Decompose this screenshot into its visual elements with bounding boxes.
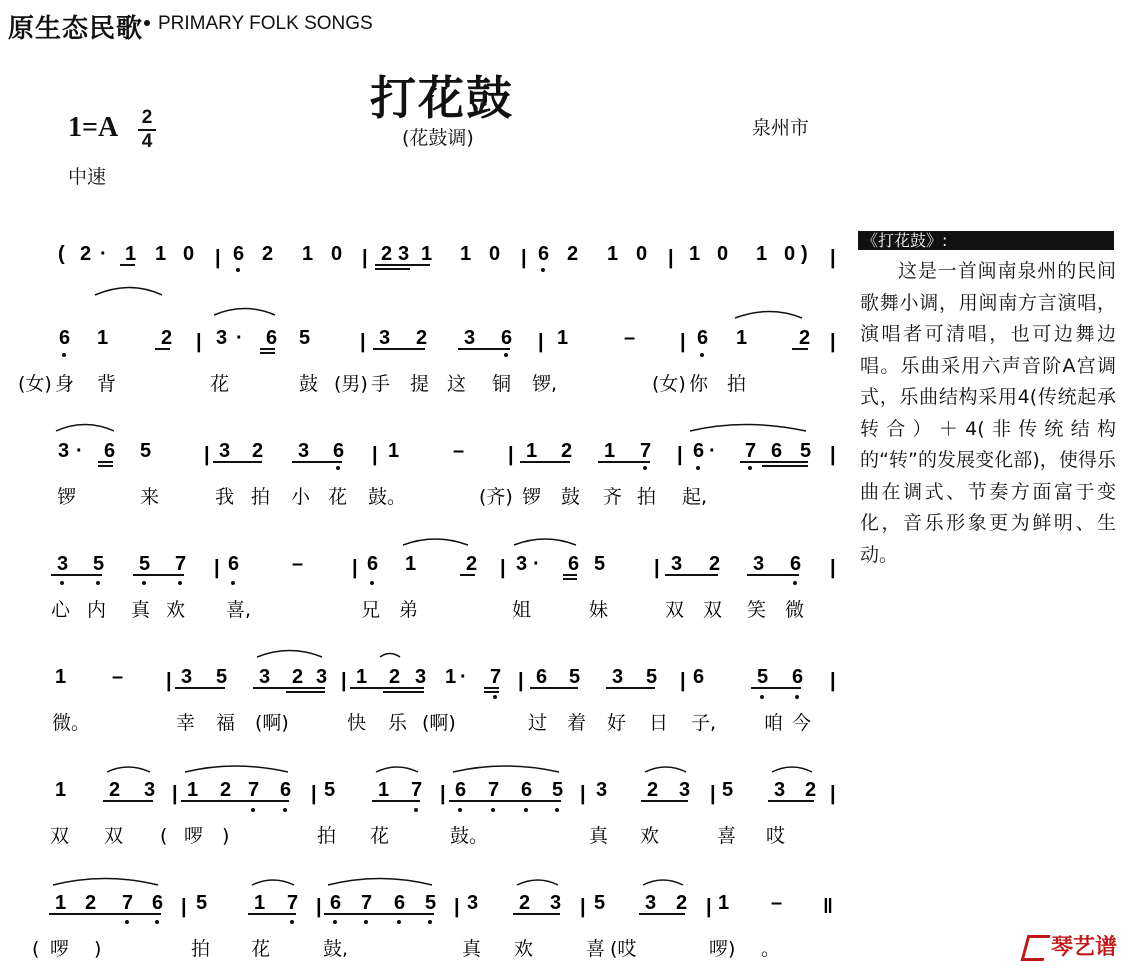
note: 6 (792, 666, 804, 688)
barline: | (341, 670, 347, 692)
lyric: 喜, (226, 599, 252, 621)
barline: | (214, 557, 220, 579)
logo-icon (1021, 935, 1051, 961)
lyric: 喜 (586, 938, 606, 960)
note: · (533, 553, 540, 575)
lyric: 双 (665, 599, 685, 621)
note: 6 (501, 327, 513, 349)
lyric: 鼓, (323, 938, 349, 960)
barline: | (580, 896, 586, 918)
lyric: 欢 (640, 825, 660, 847)
note: 7 (122, 892, 134, 914)
note: 3 (645, 892, 657, 914)
note: 6 (266, 327, 278, 349)
lyric: 妹 (589, 599, 609, 621)
barline: | (706, 896, 712, 918)
note: 0 (784, 243, 796, 265)
barline: | (311, 783, 317, 805)
note: 6 (104, 440, 116, 462)
note: 6 (568, 553, 580, 575)
lyric: 拍 (637, 486, 657, 508)
note: · (76, 440, 83, 462)
barline: | (181, 896, 187, 918)
note: 1 (405, 553, 417, 575)
header-title: 原生态民歌 (8, 14, 144, 44)
lyric: 背 (97, 373, 117, 395)
lyric: 欢 (514, 938, 534, 960)
barline: | (518, 670, 524, 692)
sidebar-paragraph: 这是一首闽南泉州的民间歌舞小调，用闽南方言演唱，演唱者可清唱，也可边舞边唱。乐曲采用六声音阶A宫调式，乐曲结构采用4(传统起承转合）＋4(非传统结构的“转”的发展变化部)，使得乐曲在调式、节奏方面富于变化，音乐形象更为鲜明、生动。 (860, 260, 1116, 566)
note: ) (801, 243, 808, 265)
barline: | (677, 444, 683, 466)
lyric: ( (160, 825, 168, 847)
lyric: 鼓。 (450, 825, 489, 847)
barline: | (521, 247, 527, 269)
barline: | (204, 444, 210, 466)
barline: | (500, 557, 506, 579)
note: 2 (805, 779, 817, 801)
lyric: 我 (215, 486, 235, 508)
note: 1 (526, 440, 538, 462)
note: 6 (152, 892, 164, 914)
barline: | (830, 247, 836, 269)
logo-text: 琴艺谱 (1050, 935, 1117, 960)
note: 3 (181, 666, 193, 688)
note: 6 (521, 779, 533, 801)
note: 1 (445, 666, 457, 688)
lyric: 哎 (766, 825, 786, 847)
note: · (709, 440, 716, 462)
note: 6 (228, 553, 240, 575)
note: ( (58, 243, 65, 265)
lyric: 真 (462, 938, 482, 960)
lyric: 心 (51, 599, 71, 621)
note: 2 (799, 327, 811, 349)
note: 7 (640, 440, 652, 462)
note: 5 (93, 553, 105, 575)
lyric: (啊) (255, 712, 289, 734)
lyric: 啰 (184, 825, 204, 847)
lyric: 拍 (317, 825, 337, 847)
note: 2 (561, 440, 573, 462)
note: 6 (233, 243, 245, 265)
note: 6 (693, 666, 705, 688)
note: 2 (389, 666, 401, 688)
note: 1 (155, 243, 167, 265)
lyric: (女) (18, 373, 52, 395)
note: 3 (671, 553, 683, 575)
note: 0 (331, 243, 343, 265)
note: 3 (379, 327, 391, 349)
note: 5 (594, 892, 606, 914)
lyric: 这 (447, 373, 467, 395)
note: 1 (125, 243, 137, 265)
note: 1 (604, 440, 616, 462)
note: 6 (333, 440, 345, 462)
note: 6 (455, 779, 467, 801)
lyric: 花 (251, 938, 271, 960)
barline: | (352, 557, 358, 579)
lyric: 好 (607, 712, 627, 734)
lyric: 过 (528, 712, 548, 734)
song-subtitle: (花鼓调) (402, 127, 474, 149)
lyric: 。 (761, 938, 781, 960)
lyric: 幸 (176, 712, 196, 734)
lyric: 今 (792, 712, 812, 734)
barline: | (166, 670, 172, 692)
note: 1 (460, 243, 472, 265)
note: 6 (771, 440, 783, 462)
barline: | (830, 331, 836, 353)
lyric: 真 (589, 825, 609, 847)
lyric: 微 (785, 599, 805, 621)
lyric: 来 (140, 486, 160, 508)
barline: | (830, 557, 836, 579)
lyric: 啰 (50, 938, 70, 960)
lyric: (男) (334, 373, 368, 395)
note: 3 (774, 779, 786, 801)
lyric: 兄 (361, 599, 381, 621)
note: 2 (567, 243, 579, 265)
note: 5 (140, 440, 152, 462)
time-signature-top: 2 (141, 107, 153, 128)
barline: | (454, 896, 460, 918)
note: 2 (80, 243, 92, 265)
note: 3 (467, 892, 479, 914)
note: 5 (425, 892, 437, 914)
lyric: 鼓。 (368, 486, 407, 508)
note: 0 (489, 243, 501, 265)
note: 1 (187, 779, 199, 801)
note: 6 (330, 892, 342, 914)
note: 1 (55, 779, 67, 801)
lyric: 锣 (57, 486, 77, 508)
note: 1 (718, 892, 730, 914)
note: 1 (421, 243, 433, 265)
note: 1 (756, 243, 768, 265)
note: 6 (697, 327, 709, 349)
note: 1 (55, 666, 67, 688)
lyric: ) (222, 825, 230, 847)
note: 7 (411, 779, 423, 801)
barline: | (172, 783, 178, 805)
note: · (100, 243, 107, 265)
note: 2 (109, 779, 121, 801)
note: 2 (381, 243, 393, 265)
note: 7 (248, 779, 260, 801)
note: 6 (538, 243, 550, 265)
lyric: 提 (410, 373, 430, 395)
barline: | (680, 331, 686, 353)
note: 3 (550, 892, 562, 914)
lyric: 笑 (747, 599, 767, 621)
lyric: 子, (691, 712, 717, 734)
note: 5 (552, 779, 564, 801)
note: 7 (488, 779, 500, 801)
note: 1 (55, 892, 67, 914)
lyric: 拍 (251, 486, 271, 508)
lyric: 双 (104, 825, 124, 847)
note: 3 (398, 243, 410, 265)
lyric: 啰) (709, 938, 736, 960)
note: 2 (161, 327, 173, 349)
lyric: 快 (347, 712, 367, 734)
note: 1 (356, 666, 368, 688)
barline: | (580, 783, 586, 805)
note: 6 (394, 892, 406, 914)
lyric: 欢 (166, 599, 186, 621)
lyric: 内 (87, 599, 107, 621)
note: 3 (415, 666, 427, 688)
lyric: 乐 (388, 712, 408, 734)
lyric: 花 (328, 486, 348, 508)
lyric: 小 (291, 486, 311, 508)
header-subtitle: PRIMARY FOLK SONGS (158, 13, 373, 34)
note: 5 (216, 666, 228, 688)
note: – (292, 553, 304, 575)
lyric: 花 (210, 373, 230, 395)
lyric: 锣, (532, 373, 558, 395)
lyric: 双 (703, 599, 723, 621)
note: 2 (466, 553, 478, 575)
barline: | (372, 444, 378, 466)
note: 2 (220, 779, 232, 801)
lyric: (齐) (479, 486, 513, 508)
note: 2 (252, 440, 264, 462)
tempo-marking: 中速 (68, 166, 107, 188)
note: 1 (97, 327, 109, 349)
note: 5 (299, 327, 311, 349)
note: 2 (519, 892, 531, 914)
note: 1 (689, 243, 701, 265)
note: – (112, 666, 124, 688)
note: 6 (367, 553, 379, 575)
note: 2 (416, 327, 428, 349)
barline: | (362, 247, 368, 269)
lyric: 你 (689, 373, 709, 395)
lyric: 鼓 (561, 486, 581, 508)
site-logo[interactable] (1024, 930, 1117, 961)
note: 2 (262, 243, 274, 265)
note: 7 (745, 440, 757, 462)
lyric: 咱 (764, 712, 784, 734)
note: 0 (636, 243, 648, 265)
note: 1 (736, 327, 748, 349)
note: 7 (287, 892, 299, 914)
lyric: 手 (371, 373, 391, 395)
barline: | (215, 247, 221, 269)
note: 7 (361, 892, 373, 914)
note: 1 (302, 243, 314, 265)
note: 1 (254, 892, 266, 914)
note: 5 (646, 666, 658, 688)
note: 3 (216, 327, 228, 349)
barline: | (440, 783, 446, 805)
note: 6 (536, 666, 548, 688)
note: 3 (679, 779, 691, 801)
note: – (624, 327, 636, 349)
note: 2 (85, 892, 97, 914)
note: 3 (259, 666, 271, 688)
lyric: 齐 (603, 486, 623, 508)
barline: | (508, 444, 514, 466)
note: 1 (607, 243, 619, 265)
barline: | (668, 247, 674, 269)
barline: | (316, 896, 322, 918)
lyric: (女) (652, 373, 686, 395)
note: 6 (280, 779, 292, 801)
note: 2 (709, 553, 721, 575)
note: 3 (316, 666, 328, 688)
lyric: 铜 (492, 373, 512, 395)
time-signature-bottom: 4 (141, 131, 153, 152)
note: 6 (693, 440, 705, 462)
barline: | (830, 783, 836, 805)
sidebar-heading: 《打花鼓》: (858, 231, 1114, 250)
barline: | (654, 557, 660, 579)
note: 3 (516, 553, 528, 575)
lyric: 姐 (512, 599, 532, 621)
lyric: 真 (131, 599, 151, 621)
note: 0 (183, 243, 195, 265)
note: 5 (757, 666, 769, 688)
note: 1 (557, 327, 569, 349)
lyric: 微。 (52, 712, 91, 734)
song-title: 打花鼓 (370, 71, 514, 125)
note: 0 (717, 243, 729, 265)
barline: | (830, 670, 836, 692)
song-region: 泉州市 (752, 117, 810, 139)
lyric: 起, (682, 486, 708, 508)
lyric: 喜 (717, 825, 737, 847)
note: 3 (219, 440, 231, 462)
note: 3 (596, 779, 608, 801)
lyric: (哎 (610, 938, 637, 960)
lyric: ) (94, 938, 102, 960)
note: 6 (790, 553, 802, 575)
barline: | (196, 331, 202, 353)
note: 3 (57, 553, 69, 575)
barline: | (680, 670, 686, 692)
barline: ‖ (823, 896, 833, 918)
barline: | (710, 783, 716, 805)
note: 2 (647, 779, 659, 801)
sidebar-body (860, 256, 1116, 571)
note: 5 (569, 666, 581, 688)
note: · (236, 327, 243, 349)
barline: | (830, 444, 836, 466)
note: · (460, 666, 467, 688)
lyric: 双 (50, 825, 70, 847)
lyric: 福 (216, 712, 236, 734)
note: 3 (464, 327, 476, 349)
note: 5 (139, 553, 151, 575)
note: 2 (292, 666, 304, 688)
note: 7 (490, 666, 502, 688)
lyric: 弟 (399, 599, 419, 621)
note: 3 (753, 553, 765, 575)
note: 3 (58, 440, 70, 462)
note: – (771, 892, 783, 914)
lyric: 拍 (727, 373, 747, 395)
note: 5 (594, 553, 606, 575)
note: 1 (378, 779, 390, 801)
lyric: 拍 (191, 938, 211, 960)
key-signature: 1=A (68, 112, 119, 143)
barline: | (538, 331, 544, 353)
note: 3 (298, 440, 310, 462)
note: 5 (722, 779, 734, 801)
lyric: 日 (649, 712, 669, 734)
note: 3 (144, 779, 156, 801)
lyric: (啊) (422, 712, 456, 734)
note: 2 (676, 892, 688, 914)
note: – (453, 440, 465, 462)
note: 5 (324, 779, 336, 801)
lyric: 身 (55, 373, 75, 395)
score (18, 243, 836, 960)
barline: | (360, 331, 366, 353)
note: 1 (388, 440, 400, 462)
note: 5 (800, 440, 812, 462)
lyric: 鼓 (299, 373, 319, 395)
note: 5 (196, 892, 208, 914)
lyric: 锣 (522, 486, 542, 508)
note: 3 (612, 666, 624, 688)
note: 7 (175, 553, 187, 575)
lyric: 着 (567, 712, 587, 734)
lyric: ( (32, 938, 40, 960)
note: 6 (59, 327, 71, 349)
lyric: 花 (370, 825, 390, 847)
